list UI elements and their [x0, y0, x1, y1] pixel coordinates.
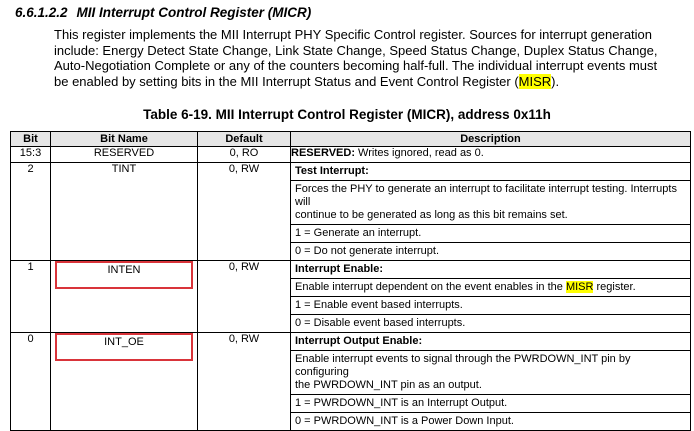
desc-text: Forces the PHY to generate an interrupt to facilitate interrupt testing. Interrupts will	[295, 183, 677, 208]
cell-description	[291, 261, 691, 333]
table-header-row	[11, 132, 691, 147]
header-description: Description	[291, 132, 691, 147]
cell-description	[291, 147, 691, 163]
desc-text: Writes ignored, read as 0.	[354, 147, 484, 159]
desc-text: Enable interrupt events to signal through the PWRDOWN_INT pin by configuring	[295, 353, 631, 378]
cell-bit-name	[51, 261, 198, 333]
intro-text: be enabled by setting bits in the MII Interrupt Status and Event Control Register (	[54, 73, 519, 89]
desc-label: Test Interrupt:	[295, 165, 369, 177]
cell-bit: 2	[11, 163, 51, 261]
annotation-box-int-oe: INT_OE	[55, 333, 193, 361]
table-row	[11, 333, 691, 431]
header-default: Default	[198, 132, 291, 147]
annotation-box-inten: INTEN	[55, 261, 193, 289]
desc-line	[291, 350, 690, 394]
desc-line	[291, 261, 690, 278]
table-row	[11, 147, 691, 163]
intro-paragraph	[54, 27, 690, 89]
section-title: MII Interrupt Control Register (MICR)	[76, 5, 312, 20]
cell-default: 0, RO	[198, 147, 291, 163]
section-heading	[15, 5, 311, 20]
cell-bit: 0	[11, 333, 51, 431]
cell-description	[291, 163, 691, 261]
desc-line: 0 = Do not generate interrupt.	[291, 242, 690, 260]
desc-line: 1 = Generate an interrupt.	[291, 224, 690, 242]
cell-bit-name	[51, 333, 198, 431]
table-caption: Table 6-19. MII Interrupt Control Register (MICR), address 0x11h	[143, 107, 551, 122]
desc-line	[291, 180, 690, 224]
desc-text: continue to be generated as long as this bit remains set.	[295, 209, 568, 221]
header-bit: Bit	[11, 132, 51, 147]
desc-line	[291, 278, 690, 296]
desc-label: Interrupt Enable:	[295, 263, 384, 275]
desc-line: 0 = Disable event based interrupts.	[291, 314, 690, 332]
section-number: 6.6.1.2.2	[15, 5, 68, 20]
cell-description	[291, 333, 691, 431]
intro-line: include: Energy Detect State Change, Link State Change, Speed Status Change, Duplex Status Change,	[54, 42, 658, 58]
desc-label: RESERVED:	[291, 147, 355, 159]
desc-line: 1 = Enable event based interrupts.	[291, 296, 690, 314]
desc-line: 0 = PWRDOWN_INT is a Power Down Input.	[291, 412, 690, 430]
table-row	[11, 163, 691, 261]
cell-default: 0, RW	[198, 333, 291, 431]
desc-line: 1 = PWRDOWN_INT is an Interrupt Output.	[291, 394, 690, 412]
table-row	[11, 261, 691, 333]
register-table	[10, 131, 691, 431]
desc-line	[291, 333, 690, 350]
desc-text: Enable interrupt dependent on the event enables in the	[295, 281, 566, 293]
highlighted-text-misr: MISR	[518, 73, 552, 89]
desc-text: register.	[593, 281, 636, 293]
cell-bit: 15:3	[11, 147, 51, 163]
cell-bit-name: TINT	[51, 163, 198, 261]
desc-line	[291, 163, 690, 180]
intro-line	[54, 74, 690, 90]
intro-text: ).	[551, 73, 560, 89]
highlighted-text-misr: MISR	[565, 281, 594, 293]
cell-bit: 1	[11, 261, 51, 333]
header-bit-name: Bit Name	[51, 132, 198, 147]
desc-label: Interrupt Output Enable:	[295, 335, 423, 347]
cell-default: 0, RW	[198, 261, 291, 333]
desc-text: the PWRDOWN_INT pin as an output.	[295, 379, 482, 391]
cell-bit-name: RESERVED	[51, 147, 198, 163]
cell-default: 0, RW	[198, 163, 291, 261]
intro-line: Auto-Negotiation Complete or any of the counters becoming half-full. The individual interrupt events must	[54, 58, 658, 73]
intro-line: This register implements the MII Interrupt PHY Specific Control register. Sources for interrupt generation	[54, 27, 653, 42]
